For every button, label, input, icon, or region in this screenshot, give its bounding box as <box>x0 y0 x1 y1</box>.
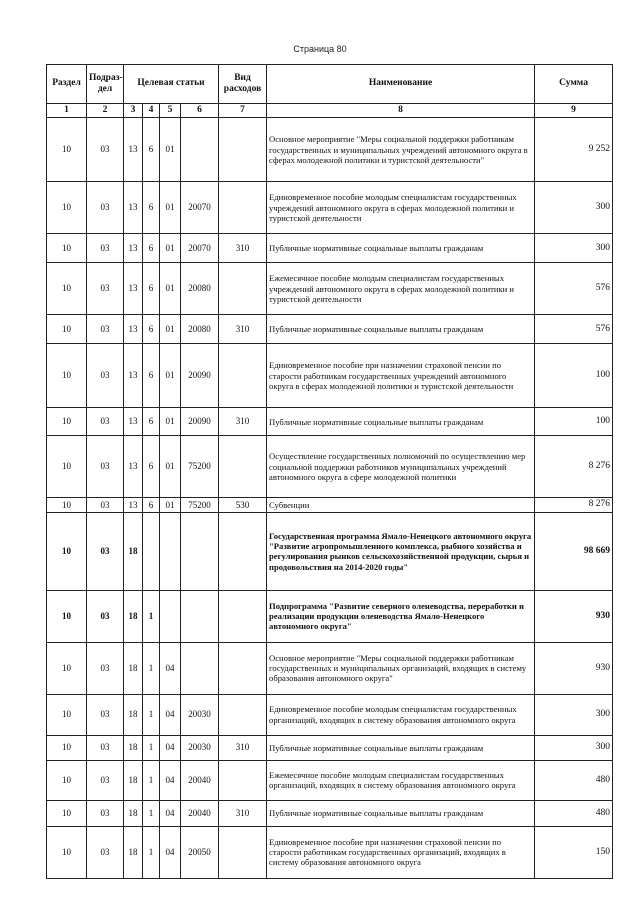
cell-name: Единовременное пособие молодым специалистам государственных организаций, входящих в систему образования автономного округа <box>267 694 535 735</box>
cell-subsection: 03 <box>87 408 124 436</box>
cell-section: 10 <box>47 760 87 800</box>
cell-sum: 930 <box>535 642 613 694</box>
cell-section: 10 <box>47 234 87 263</box>
cell-program: 18 <box>124 590 143 642</box>
cell-sum: 300 <box>535 694 613 735</box>
header-name: Наименование <box>267 65 535 104</box>
cell-program: 18 <box>124 512 143 590</box>
cell-program: 13 <box>124 436 143 498</box>
cell-section: 10 <box>47 263 87 315</box>
cell-sum: 576 <box>535 263 613 315</box>
cell-direction: 20070 <box>181 182 219 234</box>
cell-sum: 98 669 <box>535 512 613 590</box>
cell-sum: 300 <box>535 182 613 234</box>
cell-subsection: 03 <box>87 694 124 735</box>
cell-section: 10 <box>47 800 87 826</box>
cell-expense-type <box>219 760 267 800</box>
cell-direction: 20080 <box>181 315 219 344</box>
cell-subsection: 03 <box>87 344 124 408</box>
cell-subprogram: 6 <box>143 234 160 263</box>
cell-sum: 300 <box>535 735 613 760</box>
table-row <box>47 436 613 498</box>
table-row <box>47 642 613 694</box>
col-number: 8 <box>267 104 535 118</box>
table-row <box>47 760 613 800</box>
cell-direction: 20070 <box>181 234 219 263</box>
cell-event: 04 <box>160 760 181 800</box>
cell-subprogram <box>143 512 160 590</box>
cell-name: Основное мероприятие "Меры социальной поддержки работникам государственных и муниципальных организаций, входящих в систему образования автономного округа" <box>267 642 535 694</box>
cell-subsection: 03 <box>87 315 124 344</box>
cell-subsection: 03 <box>87 234 124 263</box>
cell-section: 10 <box>47 694 87 735</box>
cell-program: 13 <box>124 118 143 182</box>
cell-section: 10 <box>47 735 87 760</box>
cell-sum: 8 276 <box>535 498 613 512</box>
cell-subprogram: 6 <box>143 315 160 344</box>
cell-name: Единовременное пособие молодым специалистам государственных учреждений автономного округа в сферах молодежной политики и туристской деятельности <box>267 182 535 234</box>
cell-subprogram: 6 <box>143 118 160 182</box>
col-number: 5 <box>160 104 181 118</box>
header-expense-type: Вид расходов <box>219 65 267 104</box>
cell-name: Субвенции <box>267 498 535 512</box>
cell-section: 10 <box>47 408 87 436</box>
cell-direction: 20080 <box>181 263 219 315</box>
cell-name: Публичные нормативные социальные выплаты гражданам <box>267 234 535 263</box>
cell-sum: 150 <box>535 826 613 878</box>
header-sum: Сумма <box>535 65 613 104</box>
cell-subsection: 03 <box>87 760 124 800</box>
table-row <box>47 118 613 182</box>
cell-event: 01 <box>160 182 181 234</box>
page-number: Страница 80 <box>293 44 347 54</box>
cell-subprogram: 6 <box>143 436 160 498</box>
cell-program: 18 <box>124 642 143 694</box>
cell-subprogram: 1 <box>143 826 160 878</box>
cell-name: Осуществление государственных полномочий по осуществлению мер социальной поддержки работников муниципальных учреждений автономного округа в сфере молодежной политики <box>267 436 535 498</box>
cell-sum: 100 <box>535 344 613 408</box>
cell-program: 18 <box>124 760 143 800</box>
cell-sum: 8 276 <box>535 436 613 498</box>
cell-sum: 9 252 <box>535 118 613 182</box>
cell-event: 04 <box>160 694 181 735</box>
cell-name: Публичные нормативные социальные выплаты гражданам <box>267 800 535 826</box>
cell-subprogram: 6 <box>143 344 160 408</box>
col-number: 6 <box>181 104 219 118</box>
cell-name: Единовременное пособие при назначении страховой пенсии по старости работникам государственных учреждений автономного округа в сферах молодежной политики и туристской деятельности <box>267 344 535 408</box>
cell-program: 13 <box>124 408 143 436</box>
header-target-article: Целевая статьи <box>124 65 219 104</box>
cell-name: Публичные нормативные социальные выплаты гражданам <box>267 735 535 760</box>
cell-sum: 480 <box>535 800 613 826</box>
table-row <box>47 182 613 234</box>
cell-subsection: 03 <box>87 263 124 315</box>
cell-direction: 20030 <box>181 694 219 735</box>
cell-subprogram: 6 <box>143 498 160 512</box>
cell-section: 10 <box>47 315 87 344</box>
cell-subprogram: 1 <box>143 800 160 826</box>
cell-name: Единовременное пособие при назначении страховой пенсии по старости работникам государственных организаций, входящих в систему образования автономного округа <box>267 826 535 878</box>
cell-subsection: 03 <box>87 512 124 590</box>
table-row <box>47 263 613 315</box>
cell-event: 04 <box>160 826 181 878</box>
cell-subprogram: 6 <box>143 263 160 315</box>
cell-program: 13 <box>124 498 143 512</box>
cell-subsection: 03 <box>87 800 124 826</box>
budget-table <box>46 64 613 879</box>
col-number: 3 <box>124 104 143 118</box>
cell-expense-type: 310 <box>219 735 267 760</box>
cell-expense-type <box>219 263 267 315</box>
cell-name: Ежемесячное пособие молодым специалистам государственных организаций, входящих в систему образования автономного округа <box>267 760 535 800</box>
cell-sum: 930 <box>535 590 613 642</box>
cell-program: 18 <box>124 735 143 760</box>
cell-direction <box>181 590 219 642</box>
cell-direction: 20030 <box>181 735 219 760</box>
cell-subsection: 03 <box>87 498 124 512</box>
cell-name: Ежемесячное пособие молодым специалистам государственных учреждений автономного округа в сферах молодежной политики и туристской деятельности <box>267 263 535 315</box>
cell-direction: 75200 <box>181 498 219 512</box>
col-number: 4 <box>143 104 160 118</box>
table-row <box>47 344 613 408</box>
cell-section: 10 <box>47 826 87 878</box>
cell-direction: 20050 <box>181 826 219 878</box>
cell-direction <box>181 642 219 694</box>
cell-expense-type <box>219 182 267 234</box>
cell-event: 01 <box>160 408 181 436</box>
cell-sum: 100 <box>535 408 613 436</box>
cell-direction: 20090 <box>181 344 219 408</box>
table-row <box>47 694 613 735</box>
cell-subprogram: 1 <box>143 590 160 642</box>
col-number: 2 <box>87 104 124 118</box>
cell-expense-type <box>219 436 267 498</box>
cell-subsection: 03 <box>87 735 124 760</box>
table-row <box>47 234 613 263</box>
cell-event: 01 <box>160 263 181 315</box>
table-row <box>47 590 613 642</box>
col-number: 1 <box>47 104 87 118</box>
table-header-row <box>47 65 613 104</box>
cell-section: 10 <box>47 642 87 694</box>
cell-subsection: 03 <box>87 826 124 878</box>
table-row <box>47 408 613 436</box>
cell-event: 01 <box>160 315 181 344</box>
cell-expense-type <box>219 642 267 694</box>
cell-subprogram: 1 <box>143 760 160 800</box>
cell-direction <box>181 118 219 182</box>
cell-event: 01 <box>160 234 181 263</box>
table-row <box>47 800 613 826</box>
cell-program: 13 <box>124 234 143 263</box>
cell-direction: 75200 <box>181 436 219 498</box>
cell-expense-type <box>219 512 267 590</box>
cell-section: 10 <box>47 344 87 408</box>
cell-expense-type: 310 <box>219 408 267 436</box>
cell-program: 13 <box>124 263 143 315</box>
cell-program: 18 <box>124 800 143 826</box>
cell-section: 10 <box>47 182 87 234</box>
cell-expense-type <box>219 694 267 735</box>
cell-program: 18 <box>124 694 143 735</box>
cell-event <box>160 512 181 590</box>
cell-name: Основное мероприятие "Меры социальной поддержки работникам государственных и муниципальных учреждений автономного округа в сферах молодежной политики и туристской деятельности" <box>267 118 535 182</box>
cell-subsection: 03 <box>87 182 124 234</box>
cell-direction: 20090 <box>181 408 219 436</box>
cell-direction: 20040 <box>181 800 219 826</box>
cell-section: 10 <box>47 498 87 512</box>
cell-expense-type <box>219 344 267 408</box>
cell-subprogram: 6 <box>143 182 160 234</box>
cell-program: 13 <box>124 344 143 408</box>
table-row <box>47 826 613 878</box>
table-row <box>47 315 613 344</box>
cell-event: 04 <box>160 800 181 826</box>
cell-event: 04 <box>160 735 181 760</box>
cell-subsection: 03 <box>87 436 124 498</box>
cell-program: 18 <box>124 826 143 878</box>
cell-section: 10 <box>47 118 87 182</box>
cell-expense-type <box>219 826 267 878</box>
cell-expense-type: 530 <box>219 498 267 512</box>
cell-subprogram: 6 <box>143 408 160 436</box>
col-number: 7 <box>219 104 267 118</box>
cell-event: 01 <box>160 344 181 408</box>
cell-subsection: 03 <box>87 118 124 182</box>
table-row <box>47 512 613 590</box>
cell-event: 01 <box>160 436 181 498</box>
cell-sum: 576 <box>535 315 613 344</box>
header-subsection: Подраз-дел <box>87 65 124 104</box>
cell-subprogram: 1 <box>143 642 160 694</box>
cell-event: 01 <box>160 498 181 512</box>
cell-name: Публичные нормативные социальные выплаты гражданам <box>267 315 535 344</box>
cell-expense-type <box>219 118 267 182</box>
cell-event: 01 <box>160 118 181 182</box>
cell-event <box>160 590 181 642</box>
cell-event: 04 <box>160 642 181 694</box>
cell-subprogram: 1 <box>143 694 160 735</box>
cell-subsection: 03 <box>87 642 124 694</box>
cell-name: Государственная программа Ямало-Ненецкого автономного округа "Развитие агропромышленного комплекса, рыбного хозяйства и регулирования рынков сельскохозяйственной продукции, сырья и продовольствия на 2014-2020 годы" <box>267 512 535 590</box>
cell-sum: 300 <box>535 234 613 263</box>
cell-direction: 20040 <box>181 760 219 800</box>
cell-expense-type: 310 <box>219 800 267 826</box>
cell-expense-type: 310 <box>219 315 267 344</box>
table-row <box>47 735 613 760</box>
cell-section: 10 <box>47 590 87 642</box>
cell-section: 10 <box>47 436 87 498</box>
column-number-row <box>47 104 613 118</box>
header-section: Раздел <box>47 65 87 104</box>
cell-program: 13 <box>124 182 143 234</box>
cell-expense-type <box>219 590 267 642</box>
cell-name: Подпрограмма "Развитие северного оленеводства, переработки и реализации продукции оленеводства Ямало-Ненецкого автономного округа" <box>267 590 535 642</box>
cell-section: 10 <box>47 512 87 590</box>
cell-direction <box>181 512 219 590</box>
cell-subsection: 03 <box>87 590 124 642</box>
cell-program: 13 <box>124 315 143 344</box>
cell-expense-type: 310 <box>219 234 267 263</box>
table-row <box>47 498 613 512</box>
col-number: 9 <box>535 104 613 118</box>
cell-subprogram: 1 <box>143 735 160 760</box>
cell-sum: 480 <box>535 760 613 800</box>
cell-name: Публичные нормативные социальные выплаты гражданам <box>267 408 535 436</box>
